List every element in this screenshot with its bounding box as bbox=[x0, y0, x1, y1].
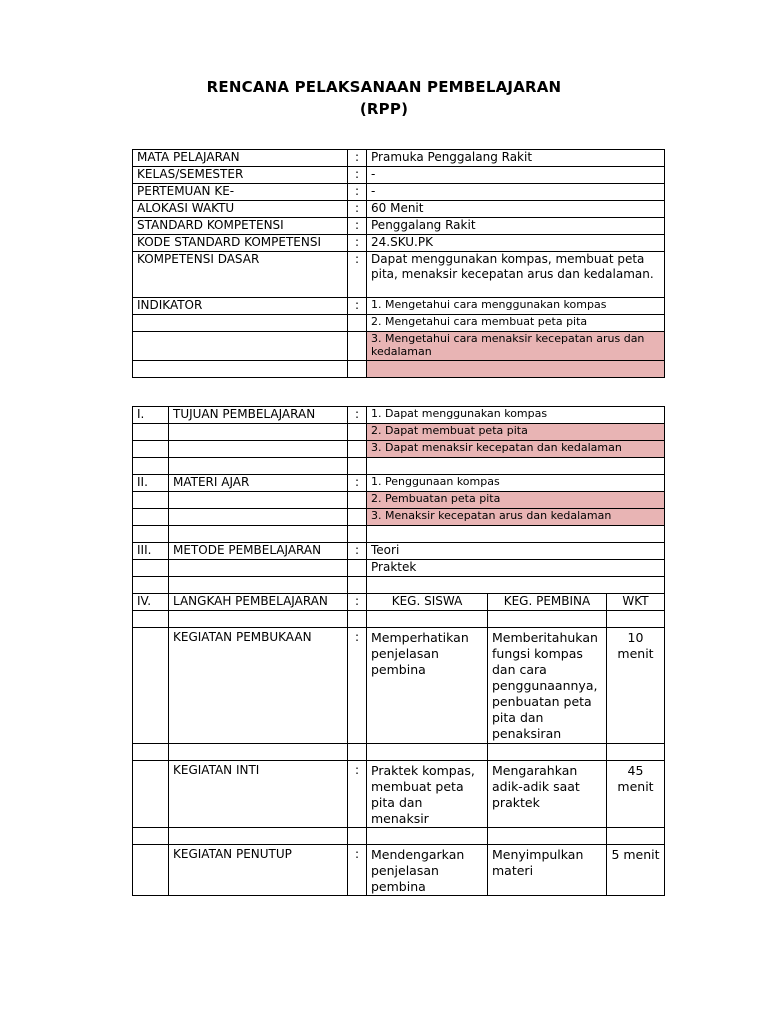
wkt-cell: 5 menit bbox=[607, 845, 665, 896]
empty-cell bbox=[133, 509, 169, 526]
header-wkt: WKT bbox=[607, 594, 665, 611]
info-value: Dapat menggunakan kompas, membuat peta pita, menaksir kecepatan arus dan kedalaman. bbox=[367, 252, 665, 298]
info-label: KELAS/SEMESTER bbox=[133, 167, 348, 184]
empty-cell bbox=[367, 361, 665, 378]
section-label: TUJUAN PEMBELAJARAN bbox=[169, 407, 348, 424]
empty-cell bbox=[169, 441, 348, 458]
section-number: I. bbox=[133, 407, 169, 424]
empty-cell bbox=[348, 828, 367, 845]
info-label: KOMPETENSI DASAR bbox=[133, 252, 348, 298]
info-value: - bbox=[367, 167, 665, 184]
section-colon: : bbox=[348, 407, 367, 424]
info-table bbox=[132, 149, 665, 378]
materi-row-3 bbox=[133, 509, 665, 526]
materi-item: 2. Pembuatan peta pita bbox=[367, 492, 665, 509]
empty-cell bbox=[169, 560, 348, 577]
section-colon: : bbox=[348, 543, 367, 560]
info-row-kelas-semester bbox=[133, 167, 665, 184]
info-colon: : bbox=[348, 298, 367, 315]
empty-cell bbox=[169, 492, 348, 509]
document-title: RENCANA PELAKSANAAN PEMBELAJARAN bbox=[206, 78, 562, 96]
empty-cell bbox=[133, 628, 169, 744]
info-label: KODE STANDARD KOMPETENSI bbox=[133, 235, 348, 252]
keg-pembina-cell: Mengarahkan adik-adik saat praktek bbox=[488, 761, 607, 828]
keg-siswa-cell: Praktek kompas, membuat peta pita dan menaksir bbox=[367, 761, 488, 828]
info-value: 24.SKU.PK bbox=[367, 235, 665, 252]
empty-cell bbox=[169, 744, 348, 761]
kegiatan-colon: : bbox=[348, 845, 367, 896]
kegiatan-penutup-row bbox=[133, 845, 665, 896]
indikator-item: 1. Mengetahui cara menggunakan kompas bbox=[367, 298, 665, 315]
document-subtitle: (RPP) bbox=[359, 100, 409, 118]
kegiatan-inti-row bbox=[133, 761, 665, 828]
metode-item: Praktek bbox=[367, 560, 665, 577]
empty-cell bbox=[488, 744, 607, 761]
spacer-row bbox=[133, 828, 665, 845]
empty-cell bbox=[348, 744, 367, 761]
spacer-row bbox=[133, 744, 665, 761]
empty-cell bbox=[348, 441, 367, 458]
info-row-kode-sk bbox=[133, 235, 665, 252]
empty-cell bbox=[169, 509, 348, 526]
empty-cell bbox=[607, 744, 665, 761]
empty-cell bbox=[169, 424, 348, 441]
info-colon: : bbox=[348, 184, 367, 201]
kegiatan-label: KEGIATAN PEMBUKAAN bbox=[169, 628, 348, 744]
section-number: II. bbox=[133, 475, 169, 492]
spacer-row bbox=[133, 577, 665, 594]
info-label: ALOKASI WAKTU bbox=[133, 201, 348, 218]
info-row-kompetensi-dasar bbox=[133, 252, 665, 298]
info-colon: : bbox=[348, 235, 367, 252]
empty-cell bbox=[488, 611, 607, 628]
empty-cell bbox=[348, 611, 367, 628]
empty-cell bbox=[488, 828, 607, 845]
info-row-indikator-3 bbox=[133, 332, 665, 361]
empty-cell bbox=[133, 577, 169, 594]
keg-pembina-cell: Memberitahukan fungsi kompas dan cara penggunaannya, penbuatan peta pita dan penaksiran bbox=[488, 628, 607, 744]
empty-cell bbox=[133, 744, 169, 761]
info-row-indikator-2 bbox=[133, 315, 665, 332]
keg-pembina-cell: Menyimpulkan materi bbox=[488, 845, 607, 896]
kegiatan-label: KEGIATAN PENUTUP bbox=[169, 845, 348, 896]
empty-cell bbox=[348, 509, 367, 526]
info-row-standard-kompetensi bbox=[133, 218, 665, 235]
empty-cell bbox=[607, 611, 665, 628]
info-row-mata-pelajaran bbox=[133, 150, 665, 167]
empty-cell bbox=[348, 424, 367, 441]
indikator-item: 3. Mengetahui cara menaksir kecepatan arus dan kedalaman bbox=[367, 332, 665, 361]
empty-cell bbox=[133, 526, 169, 543]
kegiatan-colon: : bbox=[348, 628, 367, 744]
spacer-row bbox=[133, 611, 665, 628]
info-value: Penggalang Rakit bbox=[367, 218, 665, 235]
empty-cell bbox=[133, 458, 169, 475]
empty-cell bbox=[133, 492, 169, 509]
info-value: 60 Menit bbox=[367, 201, 665, 218]
tujuan-item: 1. Dapat menggunakan kompas bbox=[367, 407, 665, 424]
header-keg-siswa: KEG. SISWA bbox=[367, 594, 488, 611]
keg-siswa-cell: Mendengarkan penjelasan pembina bbox=[367, 845, 488, 896]
empty-cell bbox=[367, 577, 665, 594]
empty-cell bbox=[133, 315, 348, 332]
empty-cell bbox=[348, 458, 367, 475]
materi-row-1 bbox=[133, 475, 665, 492]
info-label: STANDARD KOMPETENSI bbox=[133, 218, 348, 235]
materi-item: 1. Penggunaan kompas bbox=[367, 475, 665, 492]
header-keg-pembina: KEG. PEMBINA bbox=[488, 594, 607, 611]
tujuan-row-2 bbox=[133, 424, 665, 441]
materi-row-2 bbox=[133, 492, 665, 509]
empty-cell bbox=[133, 332, 348, 361]
wkt-cell: 10 menit bbox=[607, 628, 665, 744]
empty-cell bbox=[169, 611, 348, 628]
empty-cell bbox=[133, 761, 169, 828]
empty-cell bbox=[348, 577, 367, 594]
info-row-alokasi-waktu bbox=[133, 201, 665, 218]
empty-cell bbox=[133, 828, 169, 845]
section-number: IV. bbox=[133, 594, 169, 611]
metode-row-1 bbox=[133, 543, 665, 560]
empty-cell bbox=[367, 526, 665, 543]
materi-item: 3. Menaksir kecepatan arus dan kedalaman bbox=[367, 509, 665, 526]
sections-table bbox=[132, 406, 665, 896]
section-colon: : bbox=[348, 594, 367, 611]
info-label: MATA PELAJARAN bbox=[133, 150, 348, 167]
empty-cell bbox=[348, 526, 367, 543]
metode-item: Teori bbox=[367, 543, 665, 560]
empty-cell bbox=[133, 611, 169, 628]
empty-cell bbox=[607, 828, 665, 845]
section-label: METODE PEMBELAJARAN bbox=[169, 543, 348, 560]
spacer-row bbox=[133, 458, 665, 475]
tujuan-item: 2. Dapat membuat peta pita bbox=[367, 424, 665, 441]
section-colon: : bbox=[348, 475, 367, 492]
empty-cell bbox=[133, 560, 169, 577]
empty-cell bbox=[348, 492, 367, 509]
empty-cell bbox=[367, 744, 488, 761]
empty-cell bbox=[133, 424, 169, 441]
info-colon: : bbox=[348, 218, 367, 235]
empty-cell bbox=[367, 828, 488, 845]
langkah-header-row bbox=[133, 594, 665, 611]
empty-cell bbox=[169, 526, 348, 543]
info-value: Pramuka Penggalang Rakit bbox=[367, 150, 665, 167]
empty-cell bbox=[169, 458, 348, 475]
kegiatan-label: KEGIATAN INTI bbox=[169, 761, 348, 828]
kegiatan-colon: : bbox=[348, 761, 367, 828]
info-value: - bbox=[367, 184, 665, 201]
empty-cell bbox=[348, 315, 367, 332]
empty-cell bbox=[367, 611, 488, 628]
section-label: LANGKAH PEMBELAJARAN bbox=[169, 594, 348, 611]
empty-cell bbox=[133, 361, 348, 378]
info-colon: : bbox=[348, 167, 367, 184]
metode-row-2 bbox=[133, 560, 665, 577]
spacer-row bbox=[133, 526, 665, 543]
keg-siswa-cell: Memperhatikan penjelasan pembina bbox=[367, 628, 488, 744]
info-colon: : bbox=[348, 201, 367, 218]
empty-cell bbox=[169, 828, 348, 845]
wkt-cell: 45 menit bbox=[607, 761, 665, 828]
empty-cell bbox=[169, 577, 348, 594]
empty-cell bbox=[348, 560, 367, 577]
info-colon: : bbox=[348, 252, 367, 298]
empty-cell bbox=[133, 441, 169, 458]
empty-cell bbox=[348, 332, 367, 361]
section-label: MATERI AJAR bbox=[169, 475, 348, 492]
indikator-item: 2. Mengetahui cara membuat peta pita bbox=[367, 315, 665, 332]
empty-cell bbox=[348, 361, 367, 378]
tujuan-item: 3. Dapat menaksir kecepatan dan kedalaman bbox=[367, 441, 665, 458]
section-number: III. bbox=[133, 543, 169, 560]
empty-cell bbox=[133, 845, 169, 896]
empty-cell bbox=[367, 458, 665, 475]
info-colon: : bbox=[348, 150, 367, 167]
info-row-indikator bbox=[133, 298, 665, 315]
info-row-pertemuan bbox=[133, 184, 665, 201]
info-row-blank bbox=[133, 361, 665, 378]
info-label: PERTEMUAN KE- bbox=[133, 184, 348, 201]
tujuan-row-1 bbox=[133, 407, 665, 424]
tujuan-row-3 bbox=[133, 441, 665, 458]
kegiatan-pembukaan-row bbox=[133, 628, 665, 744]
info-label: INDIKATOR bbox=[133, 298, 348, 315]
